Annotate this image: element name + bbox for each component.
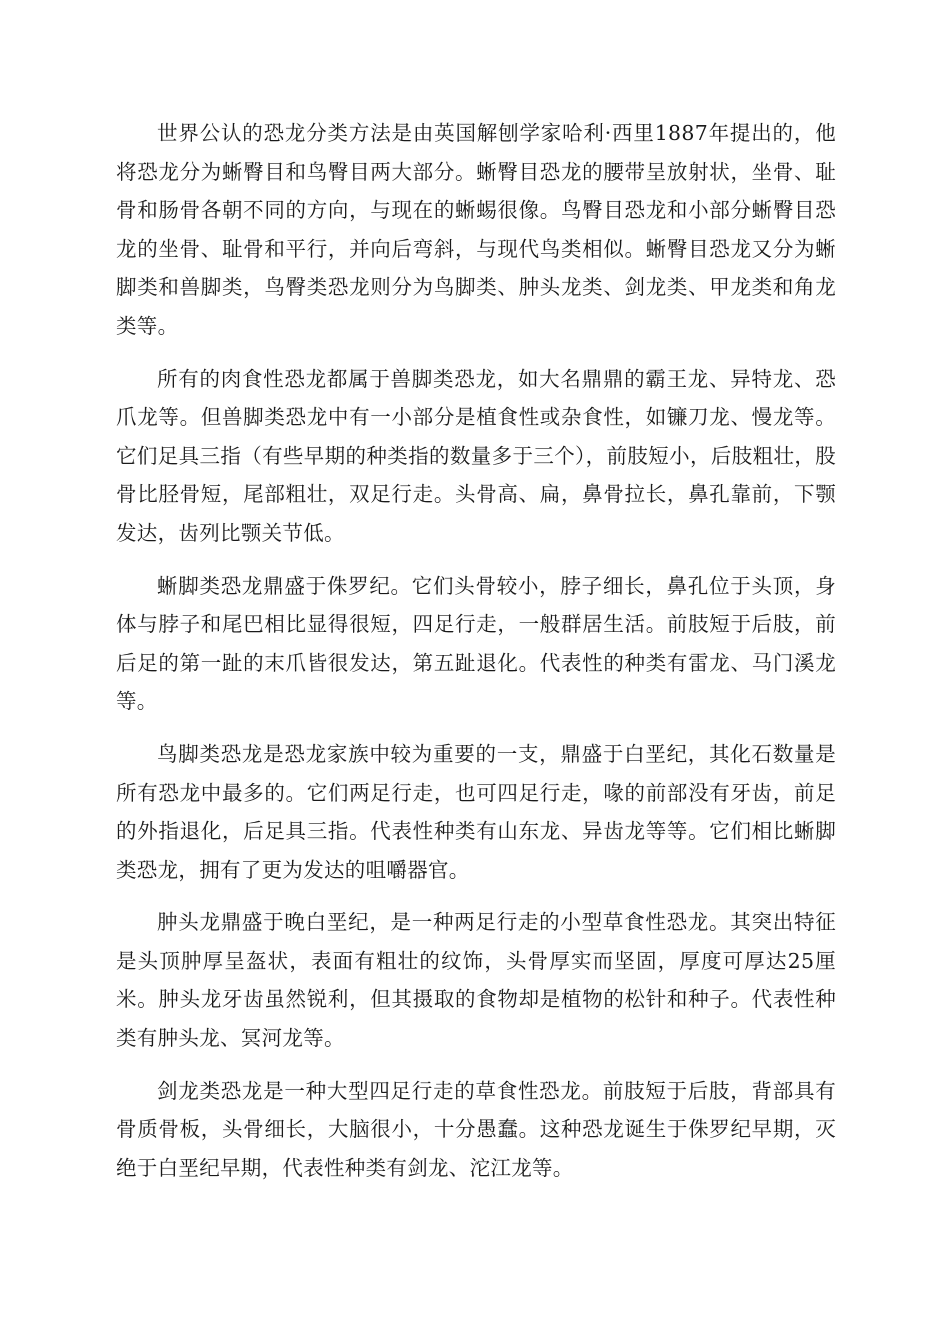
paragraph-pachycephalosaurs: 肿头龙鼎盛于晚白垩纪，是一种两足行走的小型草食性恐龙。其突出特征是头顶肿厚呈盔状，表面有粗壮的纹饰，头骨厚实而坚固，厚度可厚达25厘米。肿头龙牙齿虽然锐利，但其摄取的食物却是植物的松针和种子。代表性种类有肿头龙、冥河龙等。 (116, 910, 836, 1051)
article-body (116, 114, 836, 1187)
paragraph-sauropods: 蜥脚类恐龙鼎盛于侏罗纪。它们头骨较小，脖子细长，鼻孔位于头顶，身体与脖子和尾巴相比显得很短，四足行走，一般群居生活。前肢短于后肢，前后足的第一趾的末爪皆很发达，第五趾退化。代表性的种类有雷龙、马门溪龙等。 (116, 573, 836, 714)
paragraph-stegosaurs: 剑龙类恐龙是一种大型四足行走的草食性恐龙。前肢短于后肢，背部具有骨质骨板，头骨细长，大脑很小，十分愚蠢。这种恐龙诞生于侏罗纪早期，灭绝于白垩纪早期，代表性种类有剑龙、沱江龙等。 (116, 1078, 836, 1180)
paragraph-classification: 世界公认的恐龙分类方法是由英国解刨学家哈利·西里1887年提出的，他将恐龙分为蜥臀目和鸟臀目两大部分。蜥臀目恐龙的腰带呈放射状，坐骨、耻骨和肠骨各朝不同的方向，与现在的蜥蜴很像。鸟臀目恐龙和小部分蜥臀目恐龙的坐骨、耻骨和平行，并向后弯斜，与现代鸟类相似。蜥臀目恐龙又分为蜥脚类和兽脚类，鸟臀类恐龙则分为鸟脚类、肿头龙类、剑龙类、甲龙类和角龙类等。 (116, 121, 836, 338)
paragraph-ornithopods: 鸟脚类恐龙是恐龙家族中较为重要的一支，鼎盛于白垩纪，其化石数量是所有恐龙中最多的。它们两足行走，也可四足行走，喙的前部没有牙齿，前足的外指退化，后足具三指。代表性种类有山东龙、异齿龙等等。它们相比蜥脚类恐龙，拥有了更为发达的咀嚼器官。 (116, 741, 836, 882)
paragraph-theropods: 所有的肉食性恐龙都属于兽脚类恐龙，如大名鼎鼎的霸王龙、异特龙、恐爪龙等。但兽脚类恐龙中有一小部分是植食性或杂食性，如镰刀龙、慢龙等。它们足具三指（有些早期的种类指的数量多于三个），前肢短小，后肢粗壮，股骨比胫骨短，尾部粗壮，双足行走。头骨高、扁，鼻骨拉长，鼻孔靠前，下颚发达，齿列比颚关节低。 (116, 366, 836, 545)
